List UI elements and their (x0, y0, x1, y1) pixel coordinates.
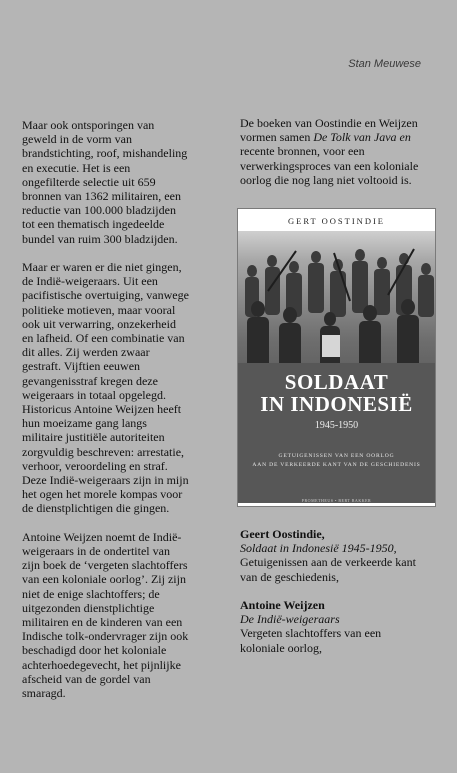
reference-description: Vergeten slachtoffers van een koloniale oorlog, (240, 626, 382, 655)
cover-author: GERT OOSTINDIE (288, 216, 385, 226)
right-text-column (240, 116, 440, 187)
reference-title: De Indië-weigeraars (240, 612, 340, 627)
reference-author: Geert Oostindie, (240, 527, 325, 541)
reference-author: Antoine Weijzen (240, 598, 325, 612)
cover-title-line-1: SOLDAAT (284, 370, 389, 394)
paragraph-violence: Maar ook ontsporingen van geweld in de vorm van brandstichting, roof, mishandeling en executie. Het is een ongefilterde selectie uit 659 bronnen van 1362 militairen, een reductie van 100.000 bladzijden tot een thematisch ingedeelde bundel van ruim 300 bladzijden. (22, 118, 188, 246)
paragraph-refusers: Maar er waren er die niet gingen, de Indië-weigeraars. Uit een pacifistische overtuiging, vanwege politieke motieven, maar vooral ook uit verwarring, onzekerheid en lafheid. Of een combinatie van dit alles. Zij werden zwaar gestraft. Vijftien eeuwen gevangenisstraf kregen deze weigeraars in totaal opgelegd. Historicus Antoine Weijzen heeft hun moeizame gang langs militaire justitiële autoriteiten zorgvuldig beschreven: arrestatie, verhoor, veroordeling en straf. Deze Indië-weigeraars zijn in mijn het ogen het morele kompas voor de dienstplichtigen die gingen. (22, 260, 189, 516)
cover-subtitle-line-2: AAN DE VERKEERDE KANT VAN DE GESCHIEDENIS (252, 462, 421, 468)
paragraph-victims: Antoine Weijzen noemt de Indië- weigeraars in de ondertitel van zijn boek de ‘vergeten slachtoffers van een koloniale oorlog’. Zij zijn niet de enige slachtoffers; de uitgezonden dienstplichtige militairen en de kinderen van een Indische tolk-ondervrager zijn ook beschadigd door het koloniale achterhoedegevecht, het pijnlijke afscheid van de gordel van smaragd. (22, 529, 189, 701)
book-cover-image (237, 208, 436, 507)
reference-oostindie (240, 527, 440, 584)
reference-title: Soldaat in Indonesië 1945-1950, (240, 541, 397, 556)
cover-years: 1945-1950 (314, 420, 359, 431)
left-text-column (22, 118, 222, 700)
reference-weijzen (240, 598, 440, 655)
book-references (240, 527, 440, 669)
page-author-header: Stan Meuwese (348, 58, 421, 70)
cover-title (238, 371, 435, 415)
cover-subtitle-line-1: GETUIGENISSEN VAN EEN OORLOG (278, 453, 395, 459)
reference-description: Getuigenissen aan de verkeerde kant van de geschiedenis, (240, 555, 416, 584)
cover-title-line-2: IN INDONESIË (260, 392, 413, 416)
intro-text-after: recente bronnen, voor een verwerkingsproces van een koloniale oorlog die nog lang niet voltooid is. (240, 144, 419, 187)
cover-subtitle (238, 452, 435, 470)
intro-text-before: De boeken van Oostindie en Weijzen vormen samen (240, 116, 418, 145)
intro-book-title: De Tolk van Java en (313, 130, 411, 145)
paragraph-intro (240, 116, 440, 187)
cover-publisher: PROMETHEUS • BERT BAKKER (301, 498, 372, 503)
